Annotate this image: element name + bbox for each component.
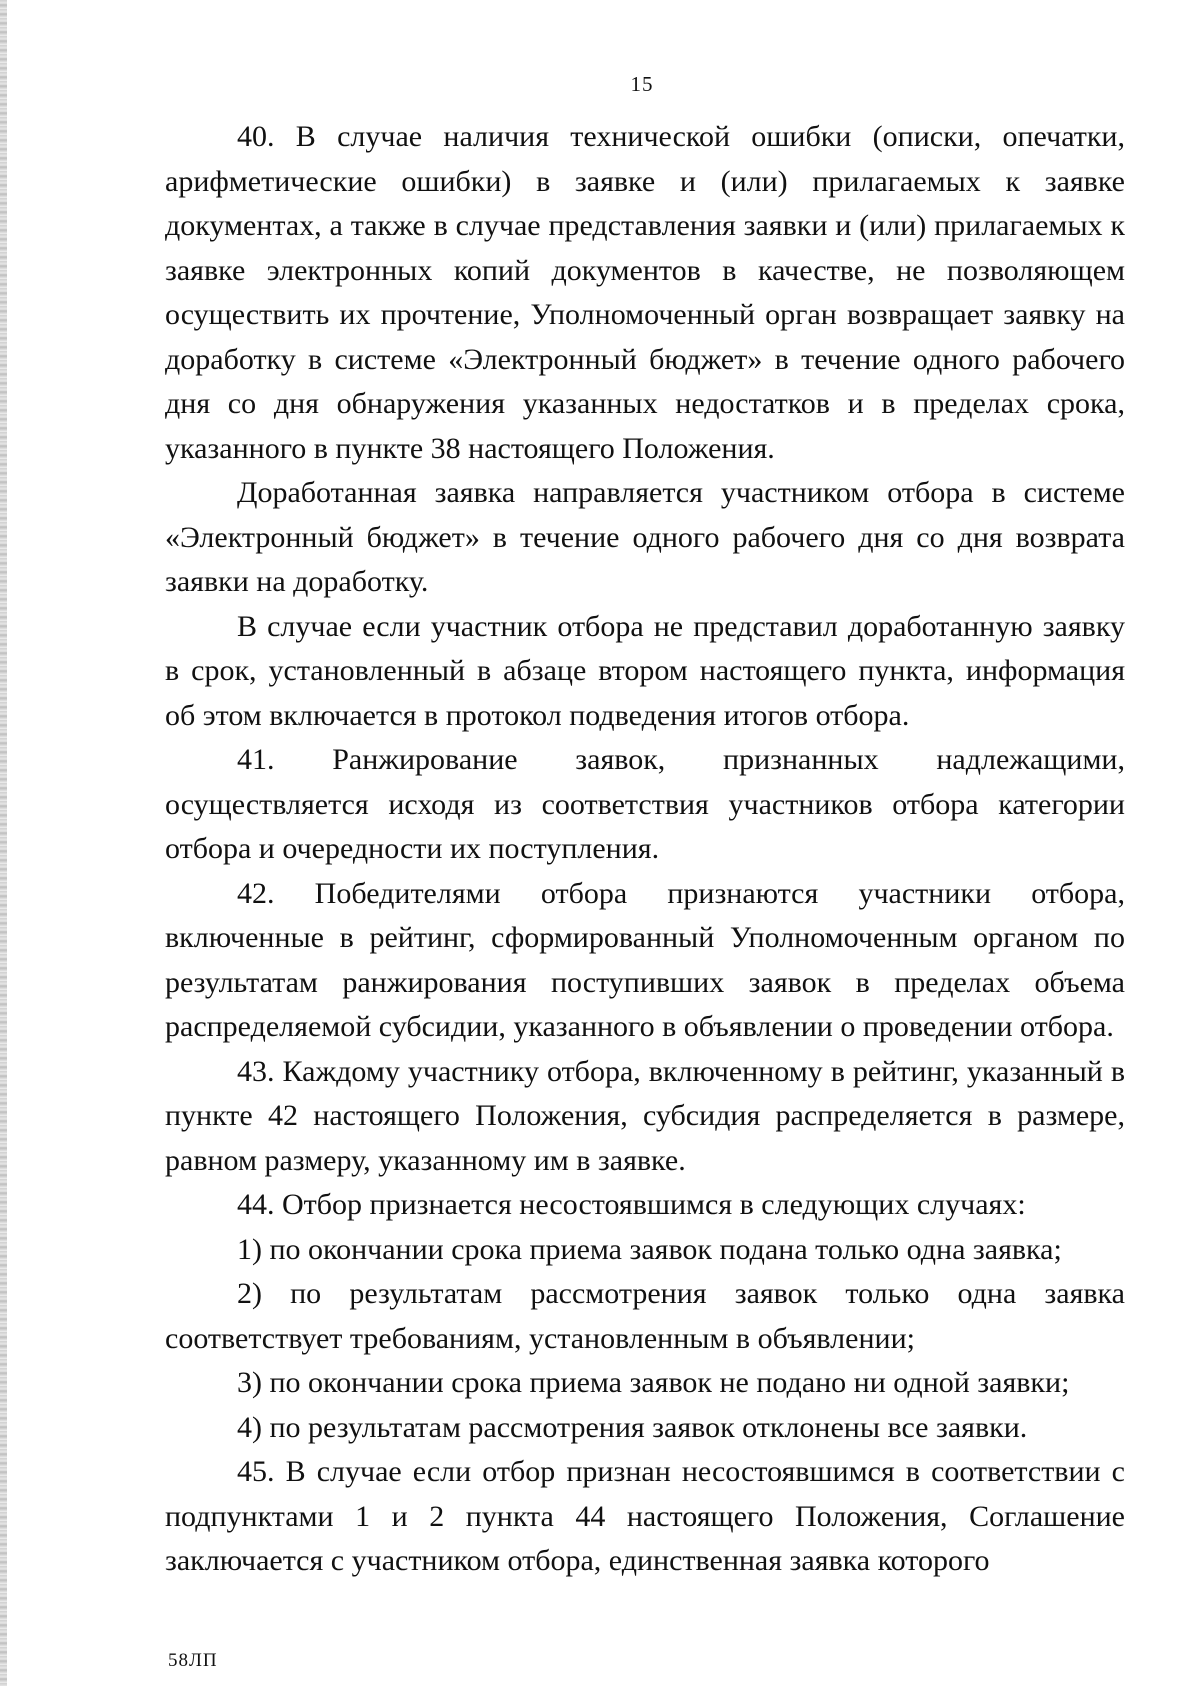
paragraph-45: 45. В случае если отбор признан несостоявшимся в соответствии с подпунктами 1 и 2 пункта 44 настоящего Положения, Соглашение заключается с участником отбора, единственная заявка которого (165, 1455, 1125, 1577)
paragraph-44-item-3: 3) по окончании срока приема заявок не подано ни одной заявки; (237, 1366, 1070, 1399)
document-body (165, 115, 1125, 1584)
document-code: 58ЛП (168, 1650, 218, 1671)
paragraph-44: 44. Отбор признается несостоявшимся в следующих случаях: (237, 1188, 1026, 1221)
paragraph-41: 41. Ранжирование заявок, признанных надлежащими, осуществляется исходя из соответствия участников отбора категории отбора и очередности их поступления. (165, 743, 1125, 865)
paragraph-42: 42. Победителями отбора признаются участники отбора, включенные в рейтинг, сформированный Уполномоченным органом по результатам ранжирования поступивших заявок в пределах объема распределяемой субсидии, указанного в объявлении о проведении отбора. (165, 876, 1125, 1043)
paragraph-44-item-2: 2) по результатам рассмотрения заявок только одна заявка соответствует требованиям, установленным в объявлении; (165, 1277, 1125, 1355)
paragraph-43: 43. Каждому участнику отбора, включенному в рейтинг, указанный в пункте 42 настоящего Положения, субсидия распределяется в размере, равном размеру, указанному им в заявке. (165, 1054, 1125, 1177)
paragraph-40-third: В случае если участник отбора не представил доработанную заявку в срок, установленный в абзаце втором настоящего пункта, информация об этом включается в протокол подведения итогов отбора. (165, 609, 1125, 732)
page-number: 15 (630, 72, 654, 96)
paragraph-40-second: Доработанная заявка направляется участником отбора в системе «Электронный бюджет» в течение одного рабочего дня со дня возврата заявки на доработку. (165, 476, 1125, 598)
scan-edge (0, 0, 7, 1686)
paragraph-44-item-4: 4) по результатам рассмотрения заявок отклонены все заявки. (237, 1410, 1028, 1444)
paragraph-40: 40. В случае наличия технической ошибки (описки, опечатки, арифметические ошибки) в заявке и (или) прилагаемых к заявке документах, а также в случае представления заявки и (или) прилагаемых к заявке электронных копий документов в качестве, не позволяющем осуществить их прочтение, Уполномоченный орган возвращает заявку на доработку в системе «Электронный бюджет» в течение одного рабочего дня со дня обнаружения указанных недостатков и в пределах срока, указанного в пункте 38 настоящего Положения. (165, 120, 1125, 465)
paragraph-44-item-1: 1) по окончании срока приема заявок подана только одна заявка; (237, 1232, 1062, 1266)
